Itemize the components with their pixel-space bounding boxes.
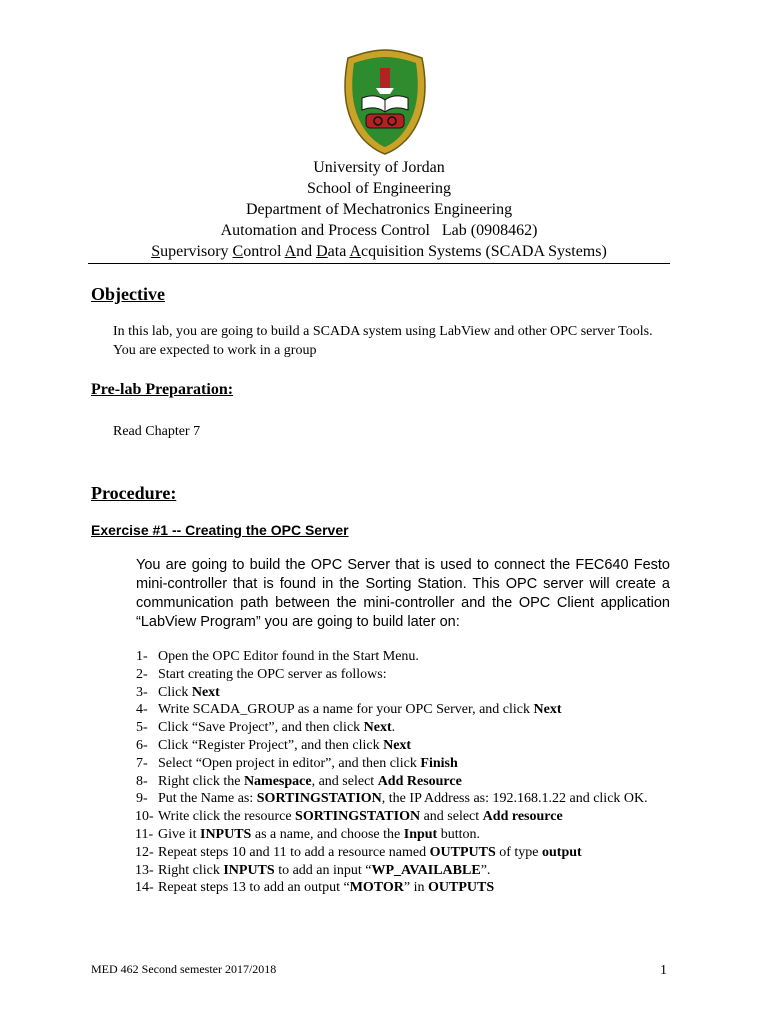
- procedure-step: [136, 844, 672, 862]
- page-number: 1: [660, 963, 667, 978]
- step-number: 6-: [136, 737, 148, 753]
- step-text: .: [391, 720, 396, 736]
- step-bold-text: WP_AVAILABLE: [371, 862, 481, 878]
- step-number: 14-: [135, 880, 154, 896]
- step-text: , the IP Address as: 192.168.1.22 and click OK.: [381, 791, 648, 807]
- topic-initial: C: [232, 243, 244, 260]
- topic-initial: A: [349, 243, 361, 260]
- step-number: 5-: [136, 720, 148, 736]
- topic-initial: D: [316, 243, 328, 260]
- exercise-title: Exercise #1 -- Creating the OPC Server: [91, 522, 349, 538]
- procedure-step: [136, 719, 672, 737]
- step-text: button.: [437, 826, 480, 842]
- step-number: 7-: [136, 755, 148, 771]
- topic-text: ata: [327, 243, 350, 260]
- procedure-step: [136, 826, 672, 844]
- step-number: 3-: [136, 684, 148, 700]
- step-bold-text: Next: [533, 702, 562, 718]
- step-bold-text: Add resource: [482, 809, 563, 825]
- step-bold-text: output: [542, 844, 582, 860]
- step-number: 8-: [136, 773, 148, 789]
- prelab-text: Read Chapter 7: [113, 424, 201, 439]
- topic-text: cquisition Systems (SCADA Systems): [361, 243, 607, 260]
- procedure-step: [136, 862, 672, 880]
- procedure-heading: Procedure:: [91, 483, 177, 503]
- procedure-step: [136, 773, 672, 791]
- step-text: Write click the resource: [158, 809, 296, 825]
- step-text: to add an input “: [274, 862, 372, 878]
- document-header: [88, 157, 670, 262]
- step-text: Repeat steps 13 to add an output “: [158, 880, 350, 896]
- procedure-steps-list: [136, 648, 672, 897]
- footer-course-semester: MED 462 Second semester 2017/2018: [91, 962, 277, 976]
- step-bold-text: INPUTS: [223, 862, 275, 878]
- step-bold-text: SORTINGSTATION: [256, 791, 382, 807]
- university-seal-logo: [336, 48, 434, 156]
- exercise-intro: You are going to build the OPC Server that is used to connect the FEC640 Festo mini-controller that is found in the Sorting Station. This OPC server will create a communication path between the mini-controller and the OPC Client application “LabView Program” you are going to build later on:: [136, 557, 670, 630]
- step-text: of type: [495, 844, 543, 860]
- procedure-step: [136, 648, 672, 666]
- topic-text: nd: [296, 243, 317, 260]
- header-divider: [88, 263, 670, 264]
- school-name: School of Engineering: [307, 180, 451, 197]
- procedure-step: [136, 737, 672, 755]
- step-bold-text: Add Resource: [377, 773, 462, 789]
- procedure-step: [136, 808, 672, 826]
- step-number: 9-: [136, 791, 148, 807]
- step-text: Start creating the OPC server as follows:: [158, 666, 387, 682]
- step-text: as a name, and choose the: [251, 826, 404, 842]
- step-bold-text: SORTINGSTATION: [295, 809, 421, 825]
- step-text: Put the Name as:: [158, 791, 257, 807]
- step-text: Click: [158, 684, 192, 700]
- step-bold-text: Namespace: [243, 773, 312, 789]
- procedure-step: [136, 701, 672, 719]
- step-bold-text: INPUTS: [200, 826, 252, 842]
- step-bold-text: Next: [363, 720, 392, 736]
- step-text: ” in: [403, 880, 428, 896]
- topic-initial: A: [284, 243, 297, 260]
- step-text: Repeat steps 10 and 11 to add a resource named: [158, 844, 430, 860]
- step-text: Click “Register Project”, and then click: [158, 737, 384, 753]
- step-number: 12-: [135, 844, 154, 860]
- step-bold-text: MOTOR: [349, 880, 404, 896]
- topic-title: [88, 241, 670, 262]
- step-number: 1-: [136, 649, 148, 664]
- procedure-step: [136, 684, 672, 702]
- objective-text: In this lab, you are going to build a SCADA system using LabView and other OPC server Tools. You are expected to work in a group: [113, 324, 653, 358]
- step-text: Open the OPC Editor found in the Start Menu.: [158, 649, 419, 664]
- step-bold-text: Input: [403, 826, 438, 842]
- step-bold-text: Finish: [420, 755, 458, 771]
- university-name: University of Jordan: [313, 159, 445, 176]
- prelab-heading: Pre-lab Preparation:: [91, 381, 234, 398]
- step-text: ”.: [480, 862, 491, 878]
- step-number: 4-: [136, 702, 148, 718]
- step-text: Right click the: [158, 773, 244, 789]
- step-number: 11-: [135, 826, 154, 842]
- topic-initial: S: [151, 243, 161, 260]
- procedure-step: [136, 790, 672, 808]
- step-bold-text: OUTPUTS: [428, 880, 495, 896]
- course-title: Automation and Process Control Lab (0908462): [220, 222, 538, 239]
- step-text: , and select: [311, 773, 378, 789]
- step-bold-text: Next: [191, 684, 220, 700]
- step-text: and select: [420, 809, 483, 825]
- department-name: Department of Mechatronics Engineering: [245, 201, 513, 218]
- step-bold-text: Next: [383, 737, 412, 753]
- procedure-step: [136, 755, 672, 773]
- procedure-step: [136, 666, 672, 684]
- step-text: Click “Save Project”, and then click: [158, 720, 364, 736]
- step-number: 10-: [135, 809, 154, 825]
- step-text: Write SCADA_GROUP as a name for your OPC Server, and click: [158, 702, 534, 718]
- step-bold-text: OUTPUTS: [429, 844, 496, 860]
- topic-text: ontrol: [243, 243, 285, 260]
- objective-heading: Objective: [91, 284, 165, 304]
- step-text: Give it: [158, 826, 200, 842]
- step-number: 13-: [135, 862, 154, 878]
- topic-text: upervisory: [160, 243, 233, 260]
- procedure-step: [136, 879, 672, 897]
- step-text: Select “Open project in editor”, and then click: [158, 755, 421, 771]
- step-text: Right click: [158, 862, 224, 878]
- step-number: 2-: [136, 666, 148, 682]
